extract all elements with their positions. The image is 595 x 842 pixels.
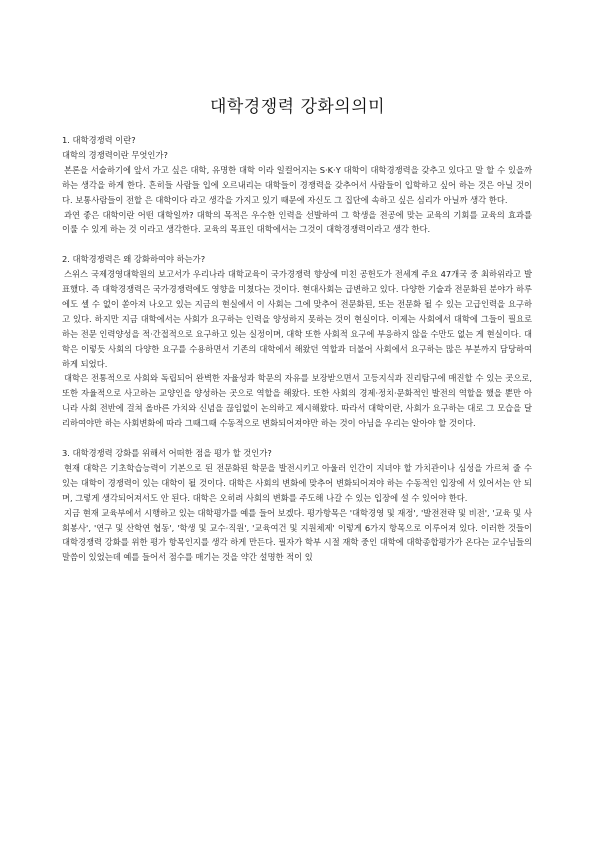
section-2-paragraph-2: 대학은 전통적으로 사회와 독립되어 완벽한 자율성과 학문의 자유를 보장받으면서 고등지식과 진리탐구에 매진할 수 있는 곳으로, 또한 자율적으로 사고하는 교양인을 양성하는 곳으로 역할을 해왔다. 또한 사회의 경제·정치·문화적인 발전의 역할을 했을 뿐만 아니라 사회 전반에 걸쳐 올바른 가치와 신념을 끊임없이 논의하고 제시해왔다. 따라서 대학이란, 사회가 요구하는 대로 그 모습을 달리하여야만 하는 사회변화에 따라 그때그때 수동적으로 변화되어져야만 하는 것이 아님을 우리는 알아야 할 것이다. [62, 373, 532, 429]
section-3-heading: 3. 대학경쟁력 강화를 위해서 어떠한 점을 평가 할 것인가? [62, 448, 272, 458]
section-2-paragraph-1: 스위스 국제경영대학원의 보고서가 우리나라 대학교육이 국가경쟁력 향상에 미친 공헌도가 전세계 주요 47개국 중 최하위라고 발표했다. 즉 대학경쟁력은 국가경쟁력에도 영향을 미쳤다는 것이다. 현대사회는 급변하고 있다. 다양한 기술과 전문화된 분야가 하루에도 셀 수 없이 쏟아져 나오고 있는 지금의 현실에서 이 사회는 그에 맞추어 전문화된, 또는 전문화 될 수 있는 고급인력을 요구하고 있다. 하지만 지금 대학에서는 사회가 요구하는 인력을 양성하지 못하는 것이 현실이다. 이제는 사회에서 대학에 그들이 필요로 하는 전문 인력양성을 적·간접적으로 요구하고 있는 실정이며, 대학 또한 사회적 요구에 부응하지 않을 수만도 없는 게 현실이다. 대학은 이렇듯 사회의 다양한 요구를 수용하면서 기존의 대학에서 해왔던 역할과 더불어 사회에서 요구하는 많은 부분까지 담당하여 하게 되었다. [62, 269, 532, 369]
section-3-paragraph-2: 지금 현재 교육부에서 시행하고 있는 대학평가를 예를 들어 보겠다. 평가항목은 '대학경영 및 재정', '발전전략 및 비전', '교육 및 사회봉사', '연구 및 산학연 협동', '학생 및 교수·직원', '교육여건 및 지원체제' 이렇게 6가지 항목으로 이루어져 있다. 이러한 것들이 대학경쟁력 강화를 위한 평가 항목인지를 생각 하게 만든다. 필자가 학부 시절 재학 중인 대학에 대학종합평가가 온다는 교수님들의 말씀이 있었는데 예를 들어서 점수를 매기는 것을 약간 설명한 적이 있 [62, 507, 532, 563]
section-1-subheading: 대학의 경쟁력이란 무엇인가? [62, 149, 168, 160]
section-1-paragraph-2: 과연 좋은 대학이란 어떤 대학일까? 대학의 목적은 우수한 인력을 선발하여 그 학생을 전공에 맞는 교육의 기회를 교육의 효과를 이룰 수 있게 하는 것 이라고 생각한다. 교육의 목표인 대학에서는 그것이 대학경쟁력이라고 생각 한다. [62, 209, 532, 235]
section-1-heading: 1. 대학경쟁력 이란? [62, 135, 136, 145]
section-spacer [62, 237, 532, 252]
document-title: 대학경쟁력 강화의의미 [209, 97, 386, 117]
section-1-paragraph-1: 본론을 서술하기에 앞서 가고 싶은 대학, 유명한 대학 이라 일컬어지는 S·K·Y 대학이 대학경쟁력을 갖추고 있다고 말 할 수 있을까하는 생각을 하게 한다. 흔히들 사람들 입에 오르내리는 대학들이 경쟁력을 갖추어서 사람들이 입학하고 싶어 하는 것은 아닐 것이다. 보통사람들이 전할 은 대학이다 라고 생각을 가지고 있기 때문에 자신도 그 집단에 속하고 싶은 심리가 아닐까 생각 한다. [62, 164, 532, 205]
section-3-paragraph-1: 현재 대학은 기초학습능력이 기본으로 된 전문화된 학문을 발전시키고 아울러 인간이 지녀야 할 가치관이나 심성을 가르쳐 줄 수 있는 대학이 경쟁력이 있는 대학이 될 것이다. 대학은 사회의 변화에 맞추어 변화되어져야 하는 수동적인 입장에 서 있어서는 안 되며, 그렇게 생각되어져서도 안 된다. 대학은 오히려 사회의 변화를 주도해 나갈 수 있는 입장에 설 수 있어야 한다. [62, 462, 532, 503]
document-body [62, 133, 532, 565]
section-spacer [62, 431, 532, 446]
section-2-heading: 2. 대학경쟁력은 왜 강화하여야 하는가? [62, 254, 206, 265]
